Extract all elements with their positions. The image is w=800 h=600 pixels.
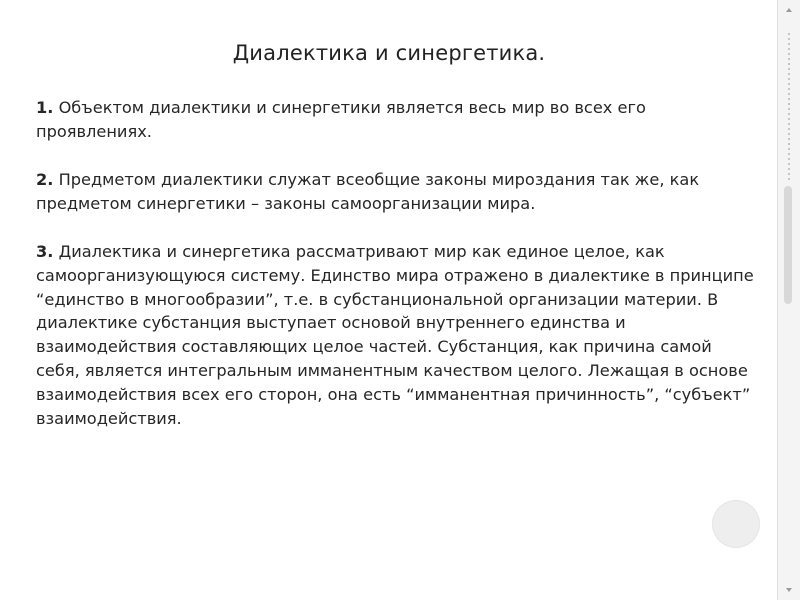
paragraph-2-number: 2.: [36, 170, 54, 189]
paragraph-1-number: 1.: [36, 98, 54, 117]
paragraph-2-text: Предметом диалектики служат всеобщие законы мироздания так же, как предметом синергетики – законы самоорганизации мира.: [36, 170, 700, 213]
chevron-up-icon[interactable]: [786, 8, 792, 12]
next-slide-button[interactable]: [712, 500, 760, 548]
paragraph-1: [36, 96, 758, 144]
vertical-scrollbar[interactable]: [777, 0, 800, 600]
scroll-grip: [788, 30, 790, 183]
paragraph-3-number: 3.: [36, 242, 54, 261]
paragraph-1-text: Объектом диалектики и синергетики является весь мир во всех его проявлениях.: [36, 98, 646, 141]
paragraph-3-text: Диалектика и синергетика рассматривают мир как единое целое, как самоорганизующуюся систему. Единство мира отражено в диалектике в принципе “единство в многообразии”, т.е. в субстанциональной организации материи. В диалектике субстанция выступает основой внутреннего единства и взаимодействия составляющих целое частей. Субстанция, как причина самой себя, является интегральным имманентным качеством целого. Лежащая в основе взаимодействия всех его сторон, она есть “имманентная причинность”, “субъект” взаимодействия.: [36, 242, 754, 428]
chevron-down-icon[interactable]: [786, 588, 792, 592]
scrollbar-thumb[interactable]: [784, 186, 792, 304]
paragraph-2: [36, 168, 758, 216]
slide-title: Диалектика и синергетика.: [232, 41, 546, 65]
paragraph-3: [36, 240, 758, 430]
